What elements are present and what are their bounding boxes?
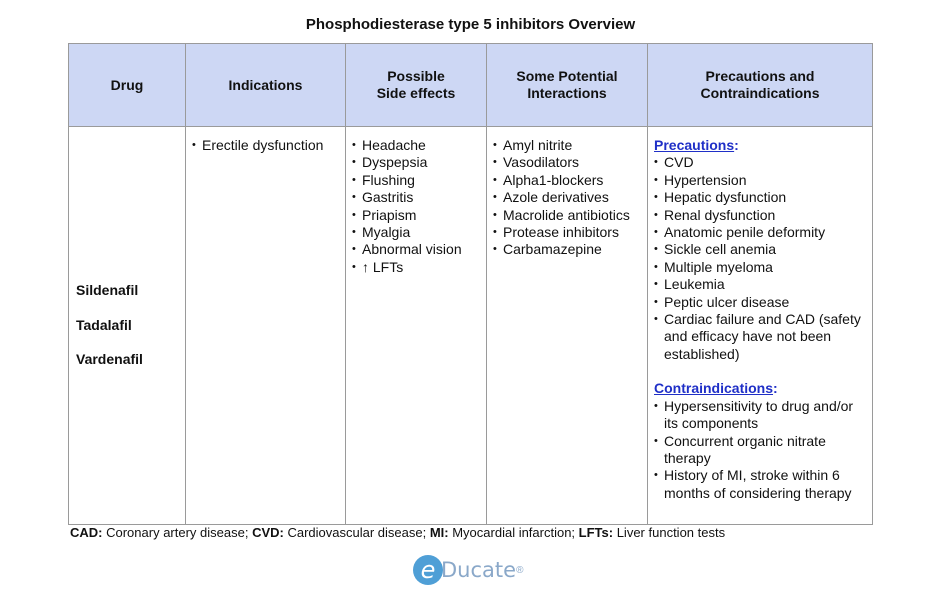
- contraindications-heading: Contraindications:: [654, 380, 778, 397]
- list-item: • Multiple myeloma: [654, 259, 866, 276]
- list-item: • Protease inhibitors: [493, 224, 641, 241]
- list-item: • Concurrent organic nitrate therapy: [654, 433, 866, 468]
- indications-list: [192, 137, 339, 154]
- list-item: • Priapism: [352, 207, 480, 224]
- indications-cell: [186, 127, 346, 525]
- list-item: • Azole derivatives: [493, 189, 641, 206]
- list-item: • Renal dysfunction: [654, 207, 866, 224]
- drug-name: Tadalafil: [76, 316, 132, 333]
- list-item: • Hepatic dysfunction: [654, 189, 866, 206]
- list-item: • Hypersensitivity to drug and/or its components: [654, 398, 866, 433]
- list-item: • Dyspepsia: [352, 154, 480, 171]
- contraindications-label: Contraindications: [654, 380, 774, 397]
- list-item: • Flushing: [352, 172, 480, 189]
- logo-text: Ducate: [441, 558, 517, 582]
- list-item: • Amyl nitrite: [493, 137, 641, 154]
- drug-name: Sildenafil: [76, 282, 139, 299]
- list-item: • Anatomic penile deformity: [654, 224, 866, 241]
- list-item: • Macrolide antibiotics: [493, 207, 641, 224]
- page-title: Phosphodiesterase type 5 inhibitors Overview: [305, 16, 636, 33]
- footnote: CAD: Coronary artery disease; CVD: Cardiovascular disease; MI: Myocardial infarction; LFTs: Liver function tests: [70, 525, 726, 540]
- logo-registered: ®: [516, 564, 524, 576]
- list-item: • History of MI, stroke within 6 months of considering therapy: [654, 467, 866, 502]
- interactions-cell: [487, 127, 648, 525]
- side-effects-list: [352, 137, 480, 276]
- header-indications: Indications: [186, 44, 346, 127]
- precautions-list: [654, 154, 866, 363]
- table-row: [69, 127, 873, 525]
- logo-mark: e: [413, 555, 443, 585]
- header-interactions: Some Potential Interactions: [487, 44, 648, 127]
- overview-table: [68, 43, 873, 525]
- drug-cell: [69, 127, 186, 525]
- precautions-cell: [648, 127, 873, 525]
- list-item: • Hypertension: [654, 172, 866, 189]
- list-item: • CVD: [654, 154, 866, 171]
- list-item: • Cardiac failure and CAD (safety and efficacy have not been established): [654, 311, 866, 363]
- list-item: • Erectile dysfunction: [192, 137, 339, 154]
- drug-name: Vardenafil: [76, 351, 143, 368]
- list-item: • ↑ LFTs: [352, 259, 480, 276]
- list-item: • Carbamazepine: [493, 241, 641, 258]
- contraindications-list: [654, 398, 866, 502]
- side-effects-cell: [346, 127, 487, 525]
- table-header-row: [69, 44, 873, 127]
- list-item: • Myalgia: [352, 224, 480, 241]
- header-precautions: Precautions and Contraindications: [648, 44, 873, 127]
- precautions-heading: Precautions:: [654, 137, 739, 153]
- educate-logo: [413, 553, 523, 587]
- interactions-list: [493, 137, 641, 259]
- list-item: • Sickle cell anemia: [654, 241, 866, 258]
- list-item: • Abnormal vision: [352, 241, 480, 258]
- list-item: • Headache: [352, 137, 480, 154]
- list-item: • Peptic ulcer disease: [654, 294, 866, 311]
- list-item: • Vasodilators: [493, 154, 641, 171]
- list-item: • Alpha1-blockers: [493, 172, 641, 189]
- list-item: • Gastritis: [352, 189, 480, 206]
- header-drug: Drug: [69, 44, 186, 127]
- header-side-effects: Possible Side effects: [346, 44, 487, 127]
- precautions-label: Precautions: [654, 137, 735, 153]
- list-item: • Leukemia: [654, 276, 866, 293]
